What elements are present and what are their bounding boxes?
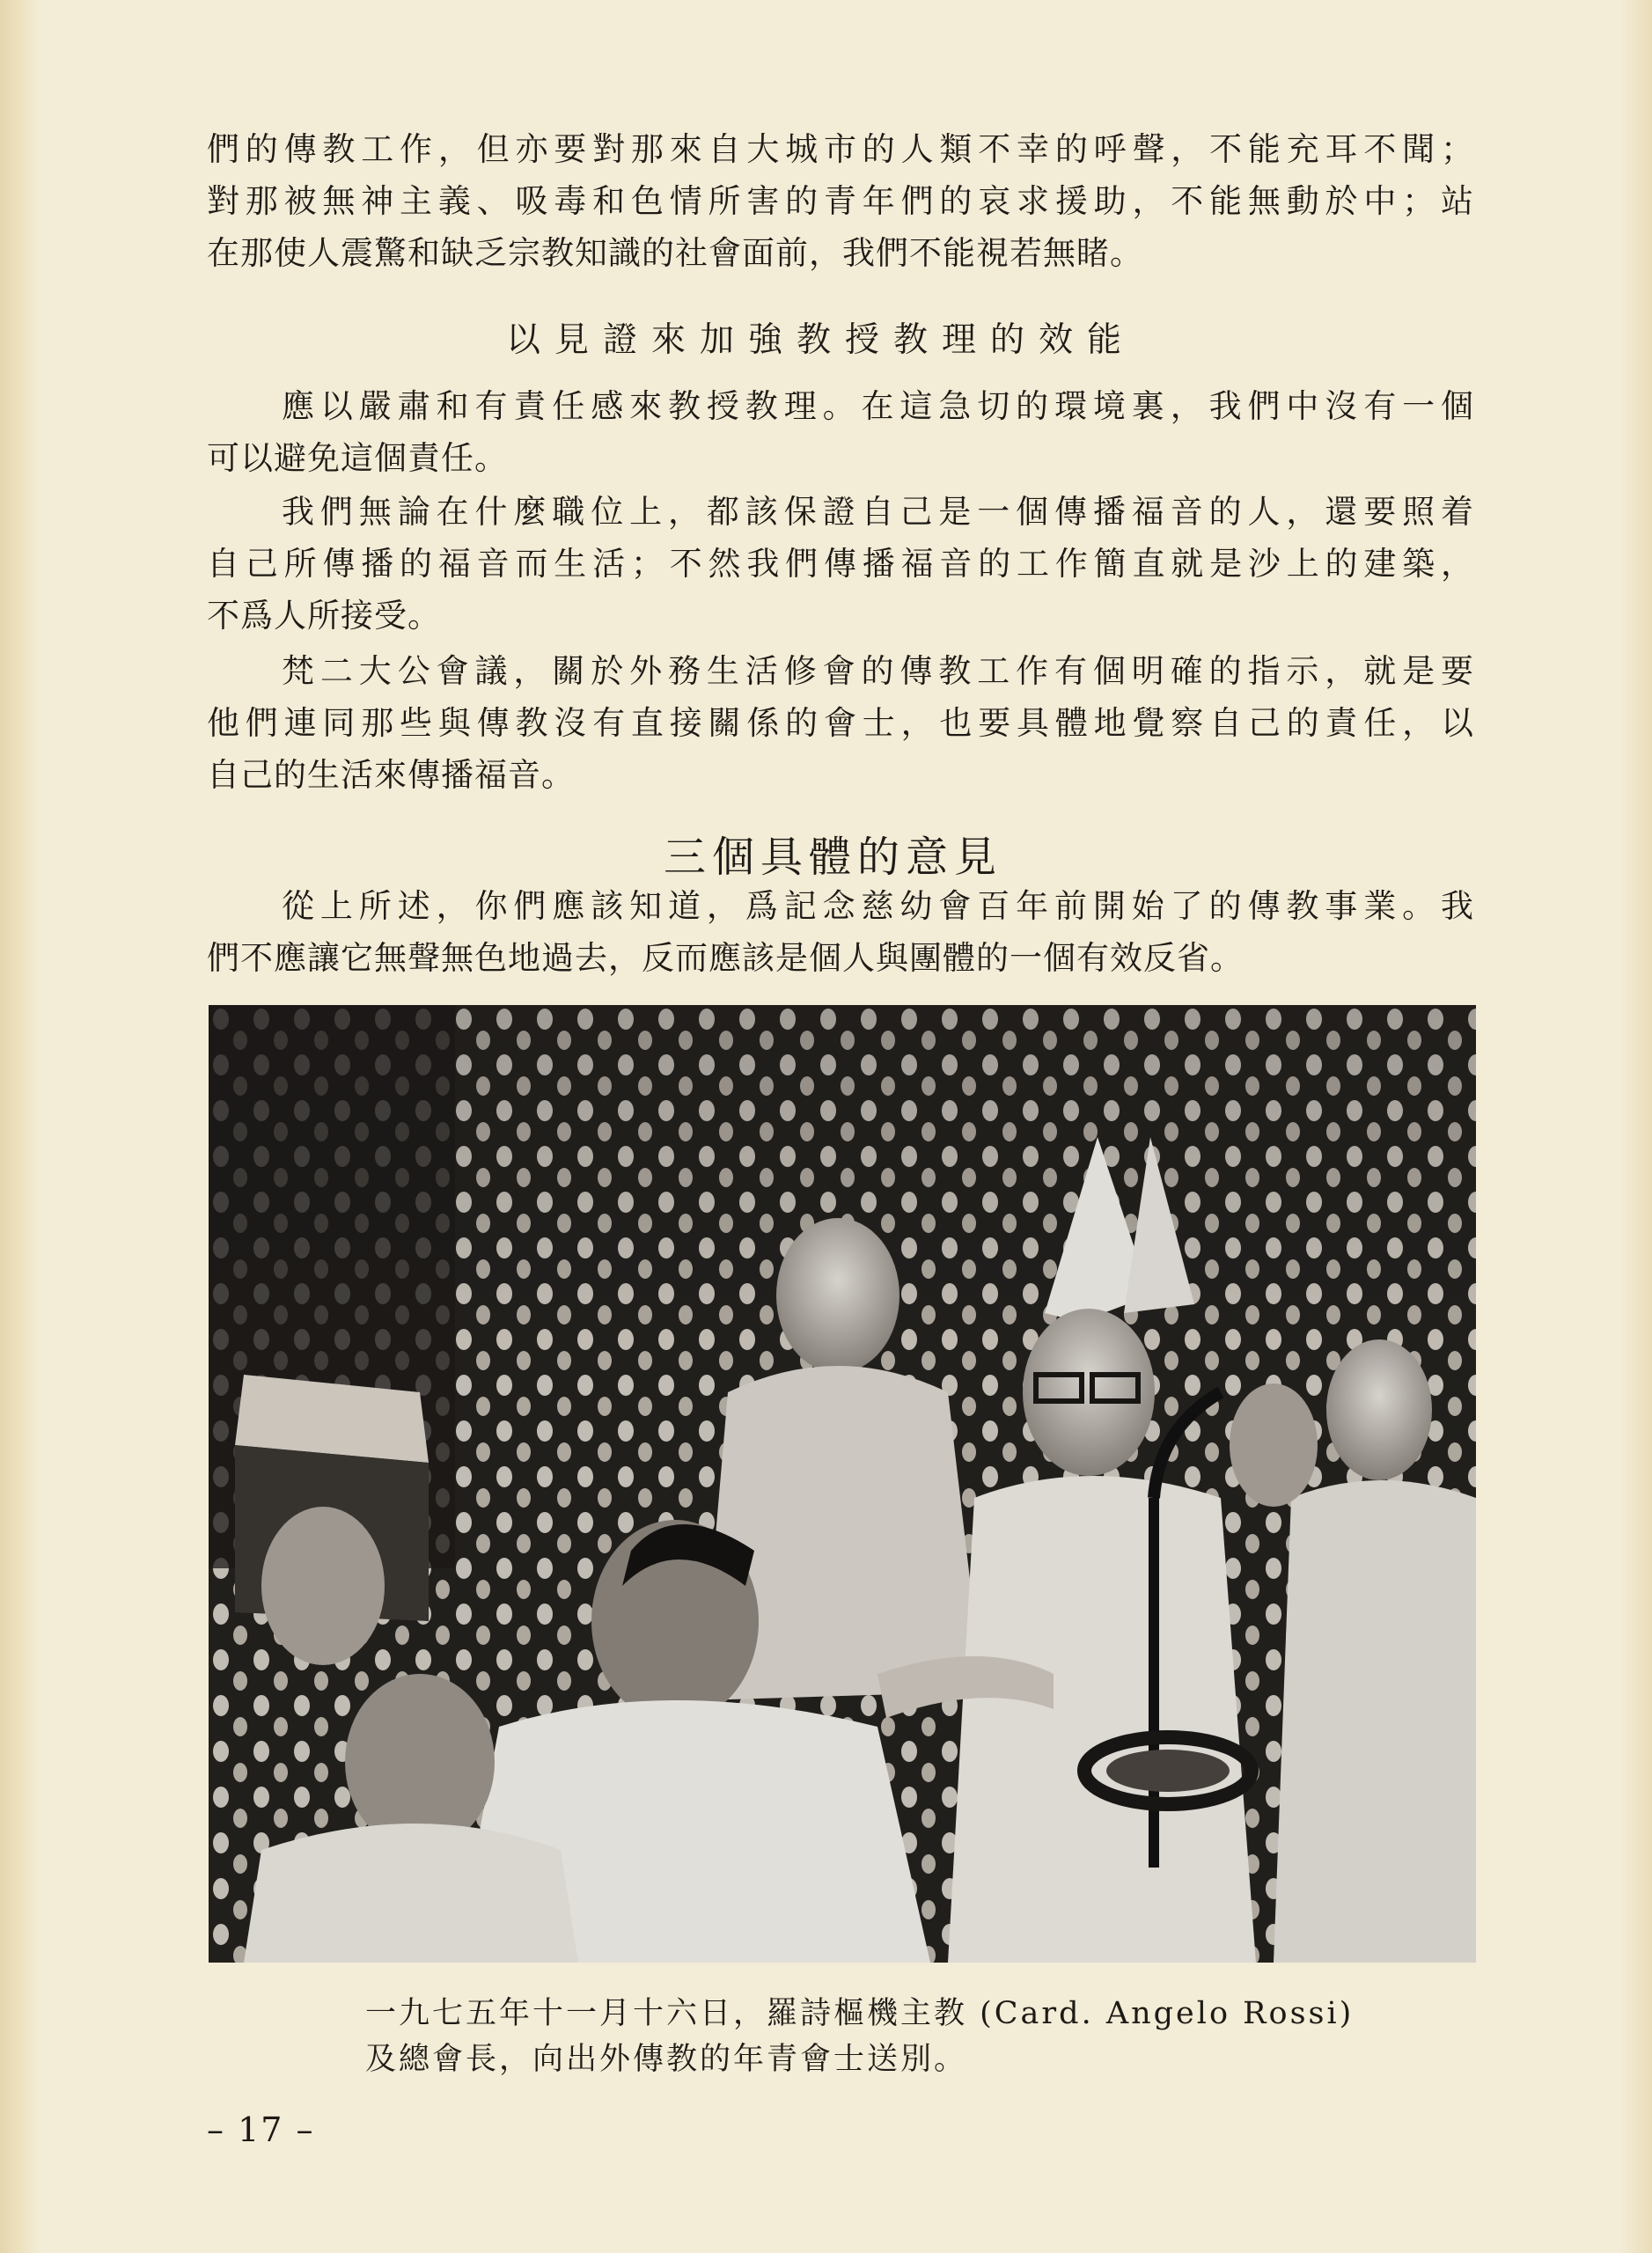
page-edge-right <box>1620 0 1652 2253</box>
paragraph-3 <box>207 645 1474 801</box>
paragraph-line: 可以避免這個責任。 <box>207 439 508 477</box>
ceremony-photo <box>209 1005 1476 1963</box>
caption-line: 一九七五年十一月十六日，羅詩樞機主教 (Card. Angelo Rossi) <box>365 1996 1355 2031</box>
paragraph-2 <box>207 486 1474 642</box>
paragraph-4 <box>207 880 1474 984</box>
paragraph-line: 自己所傳播的福音而生活；不然我們傳播福音的工作簡直就是沙上的建築， <box>207 545 1474 583</box>
intro-paragraph <box>207 123 1474 279</box>
page-edge-left <box>0 0 39 2253</box>
paragraph-line: 應以嚴肅和有責任感來教授教理。在這急切的環境裏，我們中沒有一個 <box>282 387 1474 425</box>
section-heading: 以見證來加強教授教理的效能 <box>506 320 1136 360</box>
paragraph-1 <box>207 380 1474 484</box>
intro-line: 對那被無神主義、吸毒和色情所害的青年們的哀求援助，不能無動於中；站 <box>207 182 1474 220</box>
paragraph-line: 我們無論在什麼職位上，都該保證自己是一個傳播福音的人，還要照着 <box>282 493 1474 531</box>
intro-line: 在那使人震驚和缺乏宗教知識的社會面前，我們不能視若無睹。 <box>207 234 1143 272</box>
caption-line: 及總會長，向出外傳教的年青會士送別。 <box>365 2042 968 2077</box>
page-number: – 17 – <box>207 2110 315 2149</box>
paragraph-line: 自己的生活來傳播福音。 <box>207 756 575 794</box>
subsection-heading: 三個具體的意見 <box>664 833 1003 882</box>
photo-caption <box>365 1991 1509 2082</box>
paragraph-line: 他們連同那些與傳教沒有直接關係的會士，也要具體地覺察自己的責任，以 <box>207 704 1474 742</box>
paragraph-line: 梵二大公會議，關於外務生活修會的傳教工作有個明確的指示，就是要 <box>282 652 1474 690</box>
paragraph-line: 從上所述，你們應該知道，爲記念慈幼會百年前開始了的傳教事業。我 <box>282 887 1474 925</box>
paragraph-line: 們不應讓它無聲無色地過去，反而應該是個人與團體的一個有效反省。 <box>207 939 1244 977</box>
intro-line: 們的傳教工作，但亦要對那來自大城市的人類不幸的呼聲，不能充耳不聞； <box>207 130 1474 168</box>
paragraph-line: 不爲人所接受。 <box>207 597 441 635</box>
